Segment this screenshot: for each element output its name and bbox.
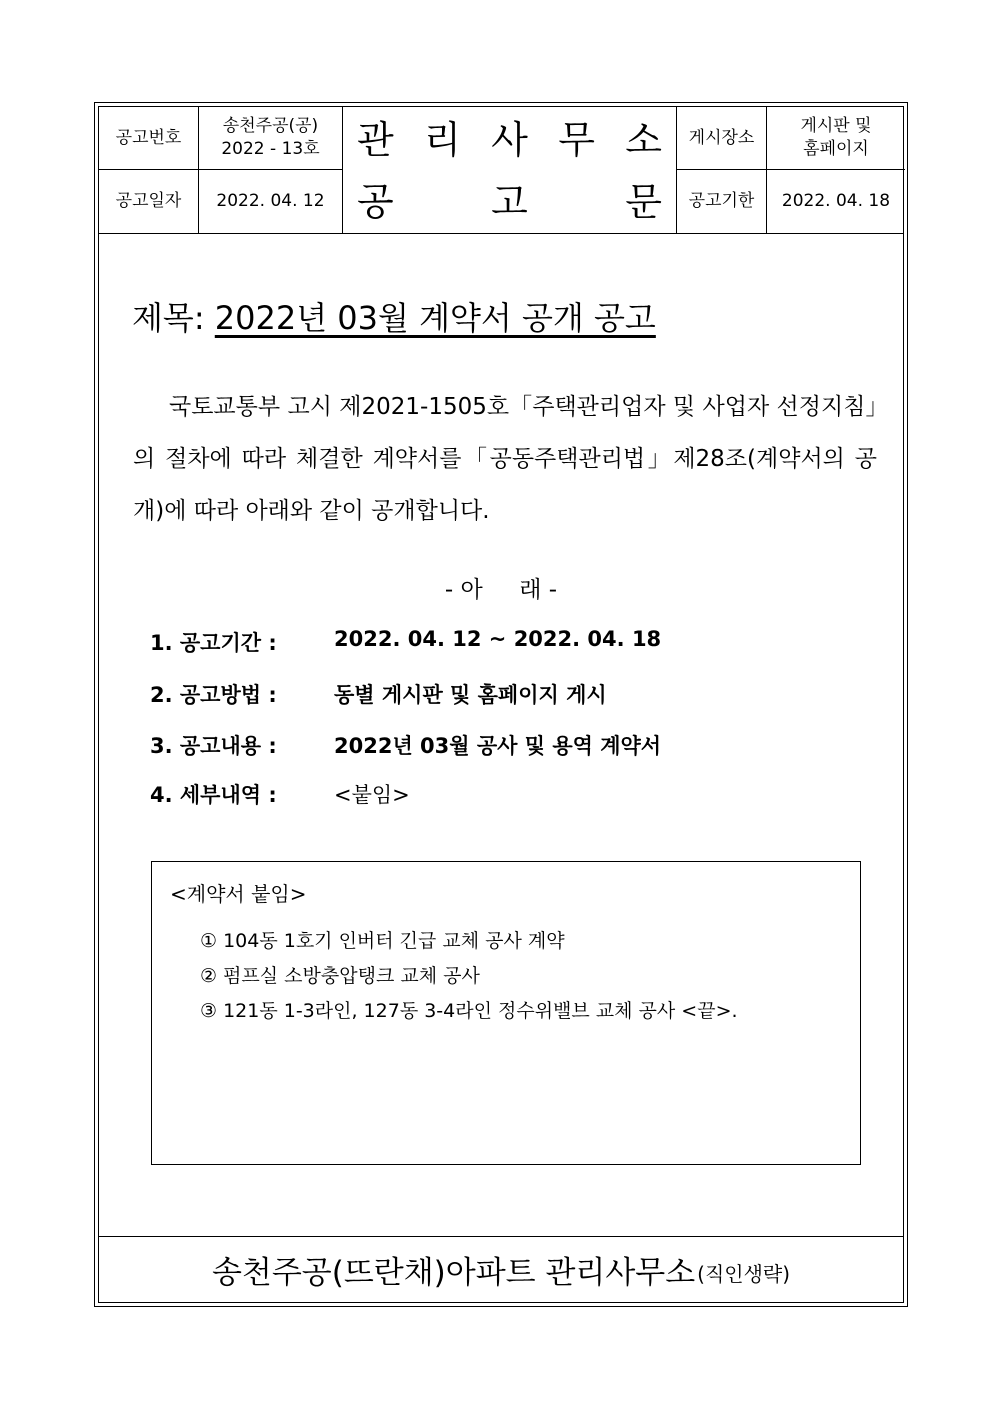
item-value: 2022년 03월 공사 및 용역 계약서 — [334, 734, 662, 758]
issuer-footer — [99, 1236, 903, 1302]
notice-subject — [132, 299, 656, 337]
notice-date-label: 공고일자 — [99, 170, 199, 233]
item-label: 2. 공고방법 : — [150, 683, 277, 707]
title-char: 문 — [625, 180, 662, 224]
inner-frame — [98, 106, 904, 1303]
title-char: 리 — [424, 118, 461, 162]
attachment-item: ③ 121동 1-3라인, 127동 3-4라인 정수위밸브 교체 공사 <끝>. — [200, 1000, 738, 1022]
item-label: 1. 공고기간 : — [150, 631, 277, 655]
item-label: 4. 세부내역 : — [150, 783, 277, 807]
list-item — [150, 730, 661, 760]
office-name: 송천주공(뜨란채)아파트 관리사무소 — [211, 1255, 696, 1291]
item-label: 3. 공고내용 : — [150, 734, 277, 758]
title-line-notice — [357, 180, 662, 224]
list-item — [150, 779, 410, 809]
list-item — [150, 679, 607, 709]
title-char: 소 — [625, 118, 662, 162]
seal-note: (직인생략) — [697, 1262, 791, 1286]
below-heading: - 아 래 - — [444, 577, 558, 603]
notice-number-label: 공고번호 — [99, 107, 199, 170]
posting-period-label: 공고기한 — [677, 170, 767, 233]
item-value: 동별 게시판 및 홈페이지 게시 — [334, 683, 607, 707]
subject-label: 제목: — [132, 299, 215, 337]
outer-frame — [94, 102, 908, 1307]
title-char: 관 — [357, 118, 394, 162]
attachment-box — [151, 861, 861, 1165]
attachment-title: <계약서 붙임> — [170, 882, 307, 906]
posting-place-value: 게시판 및 홈페이지 — [767, 107, 905, 170]
posting-place-label: 게시장소 — [677, 107, 767, 170]
title-char: 사 — [491, 118, 528, 162]
notice-header-table — [99, 107, 903, 234]
notice-number-value: 송천주공(공) 2022 - 13호 — [199, 107, 343, 170]
title-char: 고 — [491, 180, 528, 224]
title-char: 무 — [558, 118, 595, 162]
notice-paragraph: 국토교통부 고시 제2021-1505호「주택관리업자 및 사업자 선정지침」의 절차에 따라 체결한 계약서를「공동주택관리법」제28조(계약서의 공개)에 따라 아래와 같이 공개합니다. — [133, 394, 877, 524]
item-value: <붙임> — [334, 783, 410, 807]
item-value: 2022. 04. 12 ~ 2022. 04. 18 — [334, 627, 662, 651]
subject-text: 2022년 03월 계약서 공개 공고 — [214, 299, 656, 337]
attachment-item: ② 펌프실 소방충압탱크 교체 공사 — [200, 965, 480, 987]
title-line-office — [357, 118, 662, 162]
title-char: 공 — [357, 180, 394, 224]
posting-period-value: 2022. 04. 18 — [781, 191, 891, 212]
document-title — [343, 107, 677, 233]
notice-date-value: 2022. 04. 12 — [199, 170, 343, 233]
list-item — [150, 627, 661, 657]
attachment-item: ① 104동 1호기 인버터 긴급 교체 공사 계약 — [200, 930, 565, 952]
